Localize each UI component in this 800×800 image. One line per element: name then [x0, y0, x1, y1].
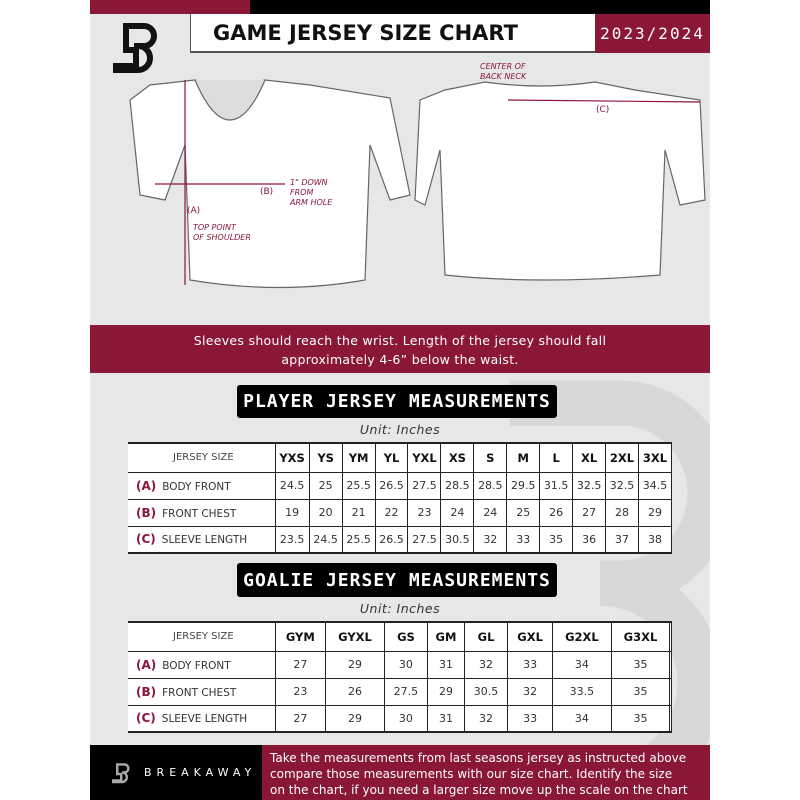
measurement-cell: 28.5 — [441, 472, 474, 499]
table-row — [128, 705, 672, 732]
page-title: GAME JERSEY SIZE CHART — [190, 14, 595, 53]
measurement-cell: 27.5 — [384, 678, 427, 705]
measurement-cell: 25 — [309, 472, 342, 499]
measurement-cell: 24.5 — [275, 472, 309, 499]
measurement-cell: 38 — [638, 526, 671, 553]
size-header: JERSEY SIZE — [128, 443, 275, 472]
row-label: (C) SLEEVE LENGTH — [128, 705, 275, 732]
measurement-cell: 27 — [275, 651, 326, 678]
measurement-cell: 28 — [606, 499, 639, 526]
measurement-cell: 23.5 — [275, 526, 309, 553]
note-back-neck: CENTER OF BACK NECK — [480, 62, 527, 81]
measurement-cell: 30 — [384, 705, 427, 732]
measurement-cell: 34 — [553, 705, 612, 732]
measure-key: (B) — [136, 684, 157, 699]
jersey-diagram — [90, 60, 710, 300]
note-b: 1" DOWN FROM ARM HOLE — [290, 178, 333, 207]
measure-key: (B) — [136, 505, 157, 520]
measurement-cell: 32 — [464, 651, 507, 678]
note-a: TOP POINT OF SHOULDER — [193, 223, 251, 242]
measurement-cell: 31 — [427, 651, 464, 678]
size-column-header — [670, 622, 672, 651]
measurement-cell: 33 — [507, 526, 540, 553]
measurement-cell: 31.5 — [540, 472, 573, 499]
size-column-header: 3XL — [638, 443, 671, 472]
size-column-header: GS — [384, 622, 427, 651]
top-dark-bar — [250, 0, 710, 14]
player-unit: Unit: Inches — [359, 422, 441, 437]
measurement-cell: 32 — [508, 678, 553, 705]
top-accent-bar — [90, 0, 250, 14]
measurement-cell: 23 — [408, 499, 441, 526]
measurement-cell: 32 — [474, 526, 507, 553]
size-header: JERSEY SIZE — [128, 622, 275, 651]
measurement-cell: 24 — [474, 499, 507, 526]
measurement-cell: 28.5 — [474, 472, 507, 499]
measurement-cell: 32.5 — [606, 472, 639, 499]
measurement-cell: 27.5 — [408, 526, 441, 553]
measurement-cell: 37 — [606, 526, 639, 553]
size-column-header: GM — [427, 622, 464, 651]
goalie-size-table — [128, 621, 672, 733]
measurement-cell: 19 — [275, 499, 309, 526]
player-size-table — [128, 442, 672, 554]
measurement-cell — [670, 678, 672, 705]
measurement-cell: 35 — [540, 526, 573, 553]
measurement-cell: 30 — [384, 651, 427, 678]
measurement-cell: 20 — [309, 499, 342, 526]
measurement-cell: 22 — [375, 499, 408, 526]
measurement-cell: 21 — [342, 499, 375, 526]
size-column-header: XL — [573, 443, 606, 472]
measurement-cell: 34.5 — [638, 472, 671, 499]
measurement-cell: 27.5 — [408, 472, 441, 499]
size-column-header: YL — [375, 443, 408, 472]
measure-key: (A) — [136, 478, 157, 493]
measurement-cell: 26 — [326, 678, 385, 705]
row-label: (A) BODY FRONT — [128, 651, 275, 678]
measurement-cell: 31 — [427, 705, 464, 732]
measurement-cell — [670, 705, 672, 732]
row-label: (C) SLEEVE LENGTH — [128, 526, 275, 553]
table-header-row — [128, 622, 672, 651]
size-column-header: GYXL — [326, 622, 385, 651]
measurement-cell: 35 — [611, 705, 670, 732]
measurement-cell: 26.5 — [375, 472, 408, 499]
measurement-cell: 25.5 — [342, 526, 375, 553]
measurement-cell: 26 — [540, 499, 573, 526]
back-jersey-outline — [415, 82, 705, 280]
measurement-cell: 25.5 — [342, 472, 375, 499]
measurement-cell: 27 — [573, 499, 606, 526]
measure-key: (C) — [136, 711, 156, 726]
size-column-header: YS — [309, 443, 342, 472]
measure-key: (C) — [136, 532, 156, 547]
measurement-cell: 23 — [275, 678, 326, 705]
measurement-cell: 27 — [275, 705, 326, 732]
measurement-cell: 33.5 — [553, 678, 612, 705]
table-row — [128, 499, 672, 526]
size-column-header: GYM — [275, 622, 326, 651]
table-row — [128, 651, 672, 678]
measurement-cell: 32.5 — [573, 472, 606, 499]
footer-instructions: Take the measurements from last seasons jersey as instructed above compare those measurements with our size chart. Identify the size on the chart, if you need a larger size move up the scale on the chart — [262, 745, 710, 800]
measurement-cell: 33 — [508, 651, 553, 678]
measurement-cell: 34 — [553, 651, 612, 678]
footer-brand — [90, 745, 262, 800]
size-column-header: L — [540, 443, 573, 472]
brand-name: BREAKAWAY — [144, 766, 257, 779]
size-column-header: GL — [464, 622, 507, 651]
size-column-header: YM — [342, 443, 375, 472]
size-column-header: S — [474, 443, 507, 472]
goalie-unit: Unit: Inches — [359, 601, 441, 616]
measurement-cell: 29 — [638, 499, 671, 526]
table-row — [128, 526, 672, 553]
measurement-cell: 29 — [326, 705, 385, 732]
breakaway-logo-small — [110, 758, 134, 788]
size-column-header: XS — [441, 443, 474, 472]
measurement-cell: 29.5 — [507, 472, 540, 499]
measurement-cell: 35 — [611, 651, 670, 678]
row-label: (A) BODY FRONT — [128, 472, 275, 499]
measurement-cell: 25 — [507, 499, 540, 526]
size-column-header: GXL — [508, 622, 553, 651]
measurement-cell: 29 — [326, 651, 385, 678]
row-label: (B) FRONT CHEST — [128, 499, 275, 526]
measurement-cell: 32 — [464, 705, 507, 732]
measurement-cell: 24 — [441, 499, 474, 526]
label-a: (A) — [187, 206, 201, 216]
player-section-title: PLAYER JERSEY MEASUREMENTS — [237, 385, 557, 418]
measurement-cell: 24.5 — [309, 526, 342, 553]
measurement-cell — [670, 651, 672, 678]
measurement-cell: 26.5 — [375, 526, 408, 553]
goalie-section-title: GOALIE JERSEY MEASUREMENTS — [237, 563, 557, 597]
fit-guidance-band: Sleeves should reach the wrist. Length of the jersey should fall approximately 4-6” below the waist. — [90, 325, 710, 373]
measurement-cell: 30.5 — [464, 678, 507, 705]
measurement-cell: 35 — [611, 678, 670, 705]
label-c: (C) — [596, 105, 610, 115]
size-column-header: YXL — [408, 443, 441, 472]
size-column-header: G2XL — [553, 622, 612, 651]
size-column-header: 2XL — [606, 443, 639, 472]
measurement-cell: 36 — [573, 526, 606, 553]
measurement-cell: 30.5 — [441, 526, 474, 553]
label-b: (B) — [260, 187, 274, 197]
size-column-header: G3XL — [611, 622, 670, 651]
table-row — [128, 678, 672, 705]
size-column-header: YXS — [275, 443, 309, 472]
measure-key: (A) — [136, 657, 157, 672]
table-row — [128, 472, 672, 499]
measurement-cell: 29 — [427, 678, 464, 705]
size-column-header: M — [507, 443, 540, 472]
table-header-row — [128, 443, 672, 472]
row-label: (B) FRONT CHEST — [128, 678, 275, 705]
season-badge: 2023/2024 — [595, 14, 710, 53]
measurement-cell: 33 — [508, 705, 553, 732]
